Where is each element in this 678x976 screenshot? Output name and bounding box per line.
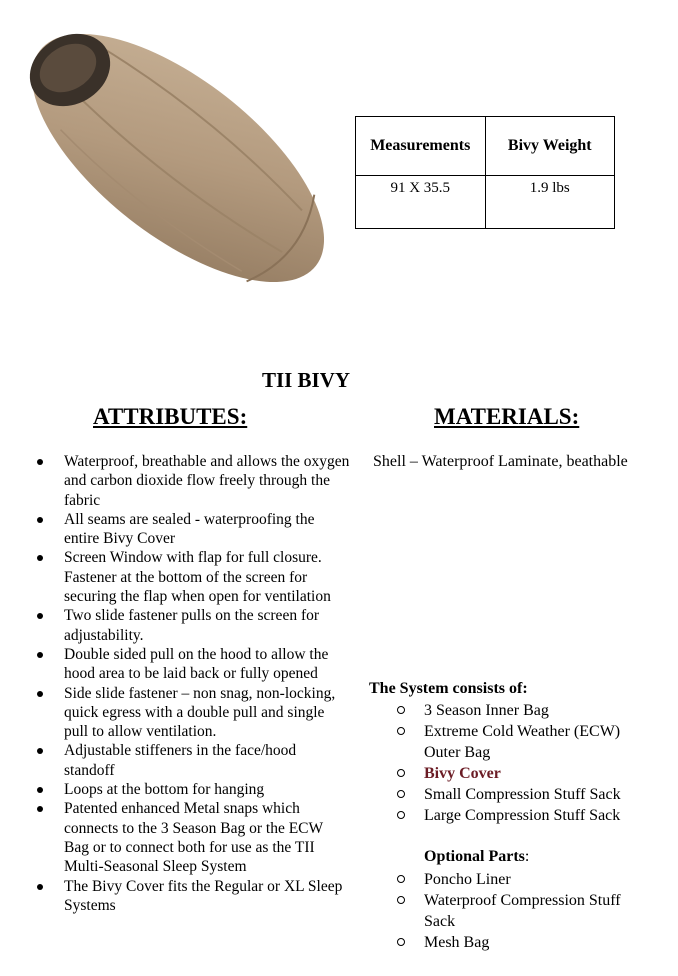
system-list [369,700,627,826]
page-title: TII BIVY [261,368,351,392]
optional-parts-heading-text: Optional Parts [424,848,525,865]
materials-heading: MATERIALS: [434,404,580,429]
materials-text: Shell – Waterproof Laminate, beathable [373,453,628,470]
optional-parts-heading [424,848,529,866]
system-item-highlight: Bivy Cover [369,763,627,784]
system-heading: The System consists of: [369,680,528,697]
attribute-item: All seams are sealed - waterproofing the entire Bivy Cover [0,510,350,549]
header-measurements: Measurements [356,117,486,176]
attribute-item: Loops at the bottom for hanging [0,780,350,799]
optional-item: Poncho Liner [369,869,627,890]
attribute-item: Screen Window with flap for full closure. Fastener at the bottom of the screen for securing the flap when open for ventilation [0,548,350,606]
attribute-item: Two slide fastener pulls on the screen for adjustability. [0,606,350,645]
attribute-item: Waterproof, breathable and allows the oxygen and carbon dioxide flow freely through the fabric [0,452,350,510]
system-item: 3 Season Inner Bag [369,700,627,721]
spec-table [355,116,615,229]
header-bivy-weight: Bivy Weight [485,117,615,176]
attribute-item: Double sided pull on the hood to allow the hood area to be laid back or fully opened [0,645,350,684]
attribute-item: The Bivy Cover fits the Regular or XL Sleep Systems [0,877,350,916]
system-item: Small Compression Stuff Sack [369,784,627,805]
attribute-item: Adjustable stiffeners in the face/hood standoff [0,741,350,780]
system-item: Large Compression Stuff Sack [369,805,627,826]
system-item: Extreme Cold Weather (ECW) Outer Bag [369,721,627,763]
attribute-item: Side slide fastener – non snag, non-locking, quick egress with a double pull and single pull to allow ventilation. [0,684,350,742]
attributes-list [0,452,350,915]
optional-parts-list [369,869,627,953]
optional-item: Waterproof Compression Stuff Sack [369,890,627,932]
optional-parts-heading-colon: : [524,848,530,865]
bivy-bag-image [8,8,348,308]
value-measurements: 91 X 35.5 [356,176,486,229]
attribute-item: Patented enhanced Metal snaps which connects to the 3 Season Bag or the ECW Bag or to connect both for use as the TII Multi-Seasonal Sleep System [0,799,350,876]
optional-item: Mesh Bag [369,932,627,953]
attributes-heading: ATTRIBUTES: [93,404,248,429]
value-bivy-weight: 1.9 lbs [485,176,615,229]
